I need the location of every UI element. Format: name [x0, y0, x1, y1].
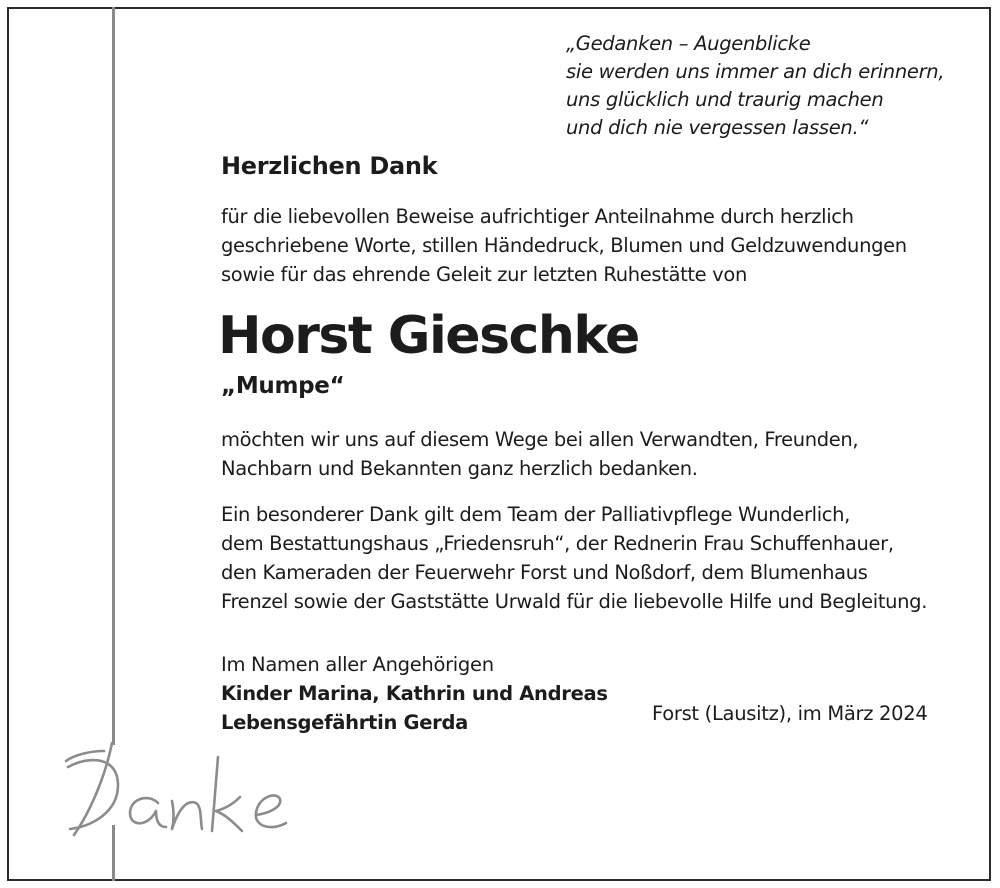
signature-block: [221, 650, 608, 737]
danke-script-logo: [60, 735, 320, 845]
text-line: Ein besonderer Dank gilt dem Team der Palliativpflege Wunderlich,: [221, 503, 850, 526]
thanks-heading: Herzlichen Dank: [221, 152, 438, 180]
signature-intro: Im Namen aller Angehörigen: [221, 653, 494, 676]
quote-line: sie werden uns immer an dich erinnern,: [566, 60, 945, 83]
special-thanks-paragraph: [221, 500, 927, 616]
quote-line: uns glücklich und traurig machen: [566, 88, 884, 111]
quote-line: und dich nie vergessen lassen.“: [566, 116, 869, 139]
text-line: möchten wir uns auf diesem Wege bei allen Verwandten, Freunden,: [221, 428, 859, 451]
deceased-nickname: „Mumpe“: [221, 373, 345, 399]
text-line: Nachbarn und Bekannten ganz herzlich bedanken.: [221, 457, 698, 480]
text-line: sowie für das ehrende Geleit zur letzten Ruhestätte von: [221, 263, 747, 286]
place-date: Forst (Lausitz), im März 2024: [652, 702, 928, 725]
signature-name: Kinder Marina, Kathrin und Andreas: [221, 682, 608, 705]
memorial-quote: [566, 30, 944, 142]
signature-name: Lebensgefährtin Gerda: [221, 711, 468, 734]
quote-line: „Gedanken – Augenblicke: [566, 32, 811, 55]
text-line: Frenzel sowie der Gaststätte Urwald für die liebevolle Hilfe und Begleitung.: [221, 590, 928, 613]
deceased-name: Horst Gieschke: [218, 306, 639, 366]
text-line: dem Bestattungshaus „Friedensruh“, der Rednerin Frau Schuffenhauer,: [221, 532, 894, 555]
text-line: geschriebene Worte, stillen Händedruck, Blumen und Geldzuwendungen: [221, 234, 907, 257]
text-line: für die liebevollen Beweise aufrichtiger Anteilnahme durch herzlich: [221, 205, 854, 228]
intro-paragraph: [221, 202, 907, 289]
thanks-paragraph: [221, 425, 858, 483]
text-line: den Kameraden der Feuerwehr Forst und Noßdorf, dem Blumenhaus: [221, 561, 868, 584]
